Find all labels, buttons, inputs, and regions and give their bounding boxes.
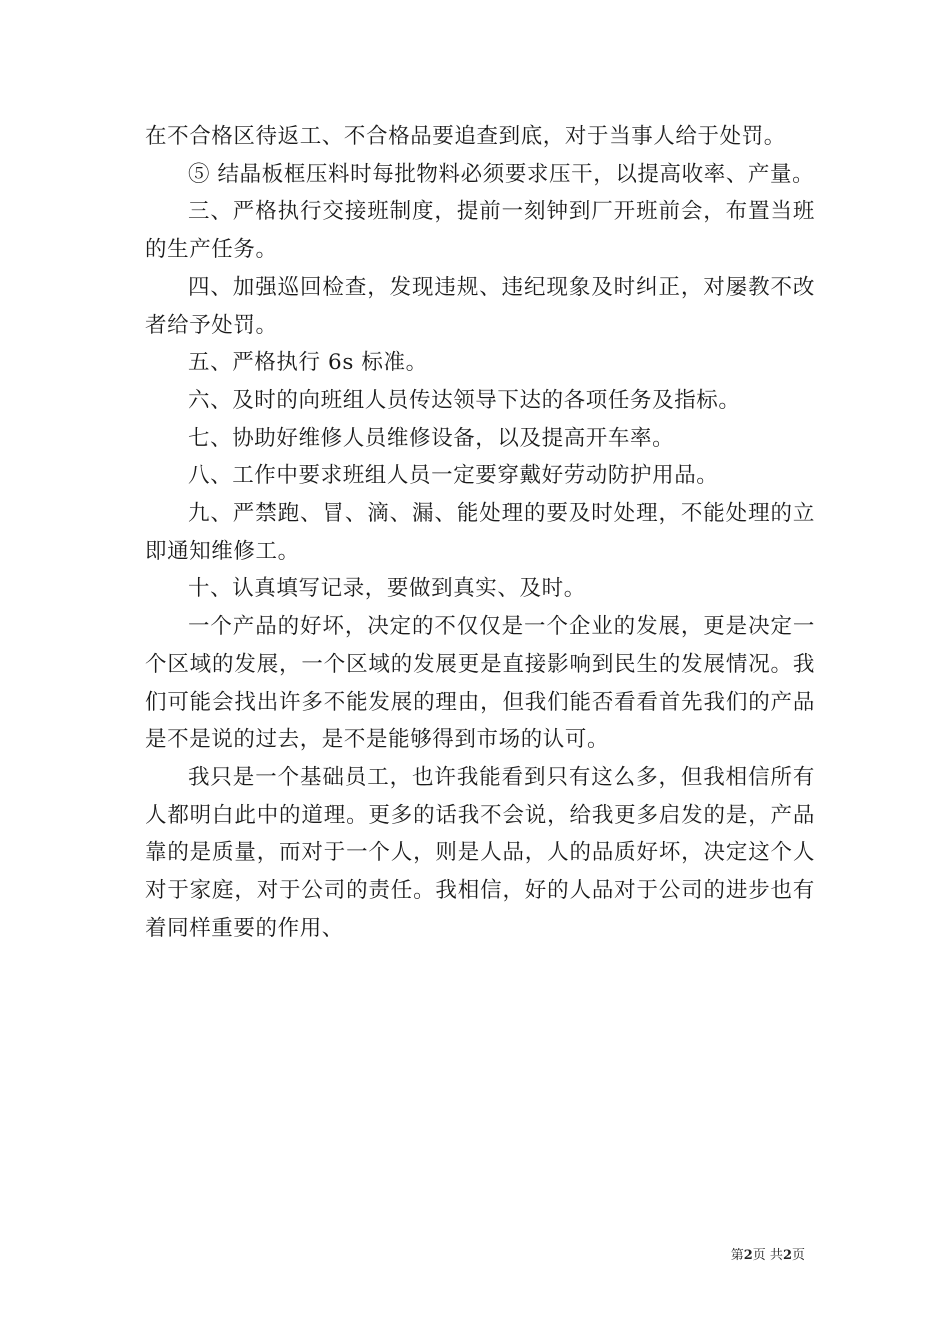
paragraph: 八、工作中要求班组人员一定要穿戴好劳动防护用品。 [188,463,719,489]
paragraph: 五、严格执行 6s 标准。 [188,350,428,376]
paragraph: 我只是一个基础员工，也许我能看到只有这么多，但我相信所有人都明白此中的道理。更多的话我不会说，给我更多启发的是，产品靠的是质量，而对于一个人，则是人品，人的品质好坏，决定这个人对于家庭，对于公司的责任。我相信，好的人品对于公司的进步也有着同样重要的作用、 [145,764,815,941]
paragraph: 一个产品的好坏，决定的不仅仅是一个企业的发展，更是决定一个区域的发展，一个区域的发展更是直接影响到民生的发展情况。我们可能会找出许多不能发展的理由，但我们能否看看首先我们的产品是不是说的过去，是不是能够得到市场的认可。 [145,614,815,753]
page-number-footer [731,1248,805,1264]
paragraph: 四、加强巡回检查，发现违规、违纪现象及时纠正，对屡教不改者给予处罚。 [145,274,815,338]
footer-middle: 页 共 [752,1248,783,1263]
paragraph: 九、严禁跑、冒、滴、漏、能处理的要及时处理，不能处理的立即通知维修工。 [145,501,815,564]
paragraph: 六、及时的向班组人员传达领导下达的各项任务及指标。 [188,387,741,413]
total-page-count: 2 [782,1248,792,1263]
current-page-number: 2 [743,1248,753,1263]
paragraph: 三、严格执行交接班制度，提前一刻钟到厂开班前会，布置当班的生产任务。 [145,199,815,263]
document-body [145,118,815,947]
footer-prefix: 第 [730,1248,744,1263]
paragraph: 十、认真填写记录，要做到真实、及时。 [188,576,586,602]
paragraph: 在不合格区待返工、不合格品要追查到底，对于当事人给于处罚。 [145,124,786,149]
footer-suffix: 页 [791,1248,805,1263]
paragraph: 七、协助好维修人员维修设备，以及提高开车率。 [188,425,675,451]
paragraph: ⑤ 结晶板框压料时每批物料必须要求压干，以提高收率、产量。 [188,161,815,187]
